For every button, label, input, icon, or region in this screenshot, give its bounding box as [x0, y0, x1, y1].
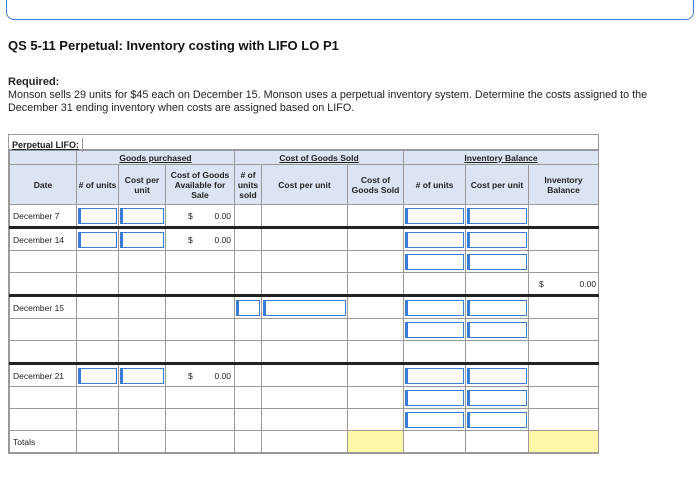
dec14-available: $ 0.00 [166, 228, 235, 251]
row-totals [10, 431, 599, 453]
col-sold-cost: Cost per unit [262, 165, 348, 205]
col-purchased-units: # of units [77, 165, 119, 205]
col-balance-cost: Cost per unit [466, 165, 529, 205]
dec21-balance-cost-input-1[interactable] [467, 368, 527, 384]
dec15-balance-units-input-1[interactable] [405, 300, 464, 316]
date-dec14: December 14 [10, 228, 77, 251]
col-purchased-cost: Cost per unit [119, 165, 166, 205]
col-balance-amount: Inventory Balance [529, 165, 599, 205]
required-text: Monson sells 29 units for $45 each on December 15. Monson uses a perpetual inventory system. Determine the costs assigned to the December 31 ending inventory when costs are assigned based on LIFO. [8, 89, 648, 114]
row-dec14 [10, 228, 599, 251]
dec7-available: $ 0.00 [166, 205, 235, 228]
required-label: Required: [8, 76, 60, 88]
dec21-available: $ 0.00 [166, 364, 235, 387]
group-inventory-balance: Inventory Balance [404, 151, 599, 165]
dec21-units-input[interactable] [78, 368, 117, 384]
dec15-balance-units-input-2[interactable] [405, 322, 464, 338]
col-balance-units: # of units [404, 165, 466, 205]
dec7-units-input[interactable] [78, 208, 117, 224]
date-dec15: December 15 [10, 296, 77, 319]
row-dec15-total [10, 341, 599, 364]
dec21-balance-units-input-2[interactable] [405, 390, 464, 406]
lifo-table [9, 150, 599, 453]
dec14-units-input[interactable] [78, 232, 117, 248]
perpetual-lifo-worksheet [8, 134, 599, 454]
date-dec21: December 21 [10, 364, 77, 387]
dec7-balance-cost-input[interactable] [467, 208, 527, 224]
row-dec15-2 [10, 319, 599, 341]
group-blank [10, 151, 77, 165]
row-dec15 [10, 296, 599, 319]
row-dec14-total [10, 273, 599, 296]
col-date: Date [10, 165, 77, 205]
dec14-balance-units-input-2[interactable] [405, 254, 464, 270]
dec14-balance-units-input-1[interactable] [405, 232, 464, 248]
worksheet-label: Perpetual LIFO: [9, 138, 83, 152]
dec21-cost-input[interactable] [120, 368, 164, 384]
ending-inventory-input[interactable] [529, 431, 599, 453]
row-dec7 [10, 205, 599, 228]
col-cogs: Cost of Goods Sold [348, 165, 404, 205]
dec14-balance-cost-input-2[interactable] [467, 254, 527, 270]
dec15-balance-cost-input-2[interactable] [467, 322, 527, 338]
worksheet-label-bar [9, 135, 598, 150]
dec14-balance-total: $ 0.00 [529, 273, 599, 296]
dec15-sold-cost-input[interactable] [263, 300, 346, 316]
date-totals: Totals [10, 431, 77, 453]
col-available-for-sale: Cost of Goods Available for Sale [166, 165, 235, 205]
dec21-balance-cost-input-3[interactable] [467, 412, 527, 428]
dec21-balance-units-input-1[interactable] [405, 368, 464, 384]
page-title: QS 5-11 Perpetual: Inventory costing with LIFO LO P1 [8, 38, 339, 53]
col-units-sold: # of units sold [235, 165, 262, 205]
group-header-row [10, 151, 599, 165]
dec15-balance-cost-input-1[interactable] [467, 300, 527, 316]
row-dec21 [10, 364, 599, 387]
column-header-row [10, 165, 599, 205]
row-dec21-2 [10, 387, 599, 409]
total-cogs-input[interactable] [348, 431, 404, 453]
dec15-units-sold-input[interactable] [236, 300, 260, 316]
dec14-cost-input[interactable] [120, 232, 164, 248]
dec7-balance-units-input[interactable] [405, 208, 464, 224]
top-panel-frame [6, 0, 694, 20]
dec7-cost-input[interactable] [120, 208, 164, 224]
group-cost-of-goods-sold: Cost of Goods Sold [235, 151, 404, 165]
dec14-balance-cost-input-1[interactable] [467, 232, 527, 248]
row-dec14-2 [10, 251, 599, 273]
dec21-balance-cost-input-2[interactable] [467, 390, 527, 406]
dec21-balance-units-input-3[interactable] [405, 412, 464, 428]
date-dec7: December 7 [10, 205, 77, 228]
group-goods-purchased: Goods purchased [77, 151, 235, 165]
row-dec21-3 [10, 409, 599, 431]
